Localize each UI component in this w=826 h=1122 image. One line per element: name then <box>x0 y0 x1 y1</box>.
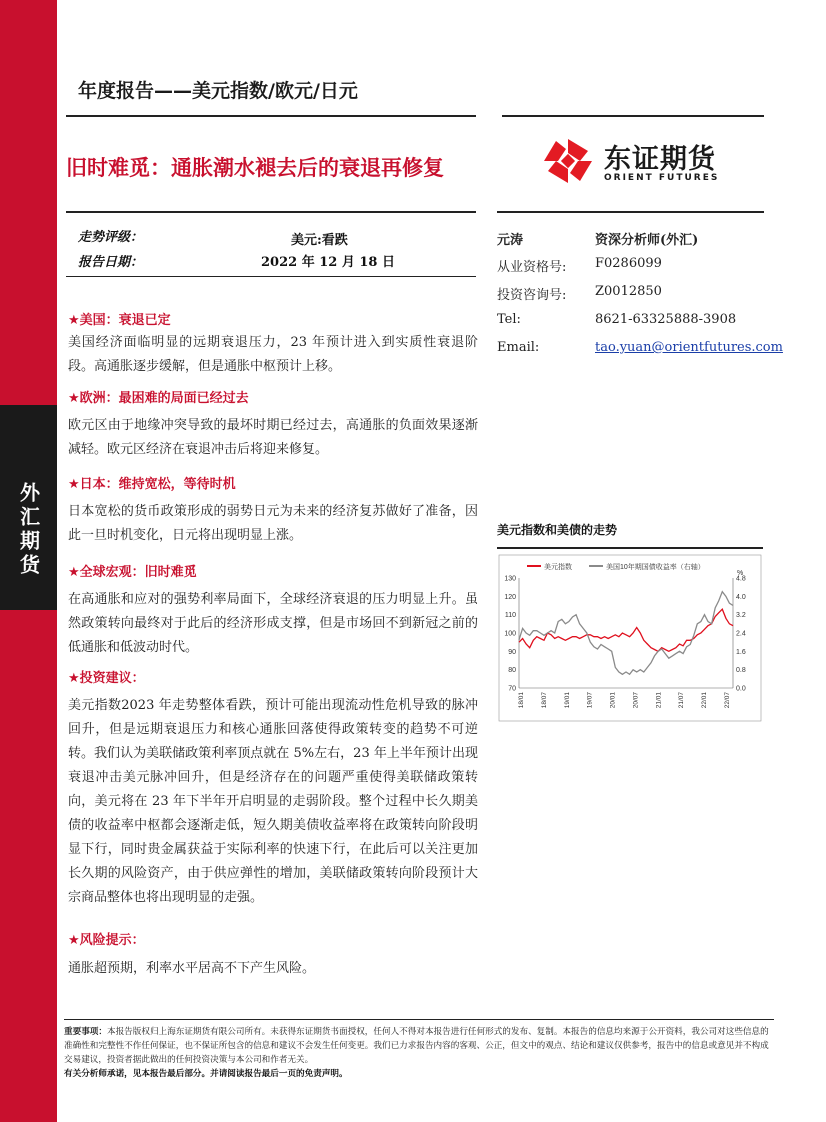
right-tick-label: 4.8 <box>736 575 746 583</box>
x-tick-label: 19/01 <box>563 692 571 709</box>
analyst-row-label: Email: <box>497 340 540 355</box>
left-tick-label: 80 <box>508 667 516 675</box>
rating-value: 美元:看跌 <box>291 233 348 248</box>
right-tick-label: 0.8 <box>736 667 746 675</box>
analyst-row-label: 投资咨询号: <box>497 288 567 303</box>
sidebar-red-bottom <box>0 610 57 1122</box>
analyst-row-label: 从业资格号: <box>497 260 567 275</box>
report-date: 2022 年 12 月 18 日 <box>261 255 395 270</box>
section-heading-risk: ★风险提示： <box>68 933 145 948</box>
left-tick-label: 110 <box>504 612 516 620</box>
chart-title: 美元指数和美债的走势 <box>497 523 618 537</box>
section-text-global: 在高通胀和应对的强势利率局面下，全球经济衰退的压力明显上升。虽然政策转向最终对于此后的经济形成支撑，但是市场回不到新冠之前的低通胀和低波动时代。 <box>68 592 478 655</box>
divider <box>66 276 476 277</box>
x-tick-label: 20/01 <box>609 692 617 709</box>
left-tick-label: 100 <box>504 630 516 638</box>
right-tick-label: 2.4 <box>736 630 746 638</box>
analyst-row-value: Z0012850 <box>595 284 662 299</box>
right-tick-label: 0.0 <box>736 685 746 693</box>
divider <box>497 547 763 549</box>
sidebar-category-label: 外汇期货 <box>16 482 41 578</box>
disclaimer: 重要事项：本报告版权归上海东证期货有限公司所有。未获得东证期货书面授权，任何人不得对本报告进行任何形式的发布、复制。本报告的信息均来源于公开资料，我公司对这些信息的准确性和完整性不作任何保证，也不保证所包含的信息和建议不会发生任何变更。我们已力求报告内容的客观、公正，但文中的观点、结论和建议仅供参考，报告中的信息或意见并不构成交易建议，投资者据此做出的任何投资决策与本公司和作者无关。 <box>64 1027 769 1065</box>
right-axis-unit: % <box>737 570 744 577</box>
section-text-risk: 通胀超预期，利率水平居高不下产生风险。 <box>68 961 316 976</box>
divider <box>66 115 476 117</box>
analyst-name: 元涛 <box>497 233 524 248</box>
analyst-email-link[interactable]: tao.yuan@orientfutures.com <box>595 340 783 355</box>
section-text-us: 美国经济面临明显的远期衰退压力，23 年预计进入到实质性衰退阶段。高通胀逐步缓解，但是通胀中枢预计上移。 <box>68 335 478 374</box>
analyst-role: 资深分析师(外汇) <box>595 233 699 248</box>
company-logo <box>540 137 740 187</box>
divider <box>64 1019 774 1020</box>
x-tick-label: 20/07 <box>632 692 640 709</box>
x-tick-label: 19/07 <box>586 692 594 709</box>
line-chart <box>497 553 763 723</box>
analyst-row-label: Tel: <box>497 312 521 327</box>
section-heading-us: ★美国：衰退已定 <box>68 313 171 328</box>
left-tick-label: 130 <box>504 575 516 583</box>
x-tick-label: 22/07 <box>724 692 731 709</box>
analyst-commitment-note: 有关分析师承诺，见本报告最后部分。并请阅读报告最后一页的免责声明。 <box>64 1069 348 1079</box>
x-tick-label: 18/07 <box>540 692 548 709</box>
page-title: 旧时难觅：通胀潮水褪去后的衰退再修复 <box>66 156 444 180</box>
section-heading-japan: ★日本：维持宽松，等待时机 <box>68 477 236 492</box>
left-tick-label: 90 <box>508 648 516 656</box>
x-tick-label: 21/07 <box>678 692 686 709</box>
analyst-phone: 8621-63325888-3908 <box>595 312 737 327</box>
analyst-row-value: F0286099 <box>595 256 662 271</box>
divider <box>66 211 476 213</box>
section-heading-europe: ★欧洲：最困难的局面已经过去 <box>68 391 249 406</box>
section-heading-advice: ★投资建议： <box>68 671 145 686</box>
divider <box>502 115 764 117</box>
legend-label: 美元指数 <box>544 564 572 571</box>
report-type-title: 年度报告——美元指数/欧元/日元 <box>78 80 358 102</box>
right-tick-label: 3.2 <box>736 612 746 620</box>
date-label: 报告日期： <box>78 255 144 270</box>
left-tick-label: 120 <box>504 593 516 601</box>
x-tick-label: 21/01 <box>655 692 663 709</box>
logo-mark-icon <box>540 137 596 185</box>
legend-label: 美国10年期国债收益率（右轴） <box>606 564 705 571</box>
x-tick-label: 22/01 <box>701 692 709 709</box>
section-text-japan: 日本宽松的货币政策形成的弱势日元为未来的经济复苏做好了准备，因此一旦时机变化，日元将出现明显上涨。 <box>68 504 478 543</box>
section-text-advice: 美元指数2023 年走势整体看跌，预计可能出现流动性危机导致的脉冲回升，但是远期衰退压力和核心通胀回落使得政策转变的趋势不可逆转。我们认为美联储政策利率顶点就在 5%左右，23 年上半年预计出现衰退冲击美元脉冲回升，但是经济存在的问题严重使得美联储政策转向，美元将在 23 年下半年开启明显的走弱阶段。整个过程中长久期美债的收益率中枢都会逐渐走低，短久期美债收益率将在政策转向阶段明显下行，同时贵金属获益于实际利率的快速下行，在此后可以关注更加长久期的风险资产，由于供应弹性的增加，美联储政策转向阶段预计大宗商品整体也将出现明显的走强。 <box>68 698 478 905</box>
sidebar-red-top <box>0 0 57 405</box>
section-heading-global: ★全球宏观：旧时难觅 <box>68 565 197 580</box>
right-tick-label: 1.6 <box>736 648 746 656</box>
chart-area <box>497 553 763 723</box>
logo-text-en: ORIENT FUTURES <box>604 173 720 183</box>
logo-text-cn: 东证期货 <box>604 144 716 175</box>
right-tick-label: 4.0 <box>736 593 746 601</box>
section-text-europe: 欧元区由于地缘冲突导致的最坏时期已经过去，高通胀的负面效果逐渐减轻。欧元区经济在衰退冲击后将迎来修复。 <box>68 418 478 457</box>
x-tick-label: 18/01 <box>518 692 525 709</box>
left-tick-label: 70 <box>508 685 516 693</box>
divider <box>497 211 764 213</box>
rating-label: 走势评级： <box>78 230 144 245</box>
